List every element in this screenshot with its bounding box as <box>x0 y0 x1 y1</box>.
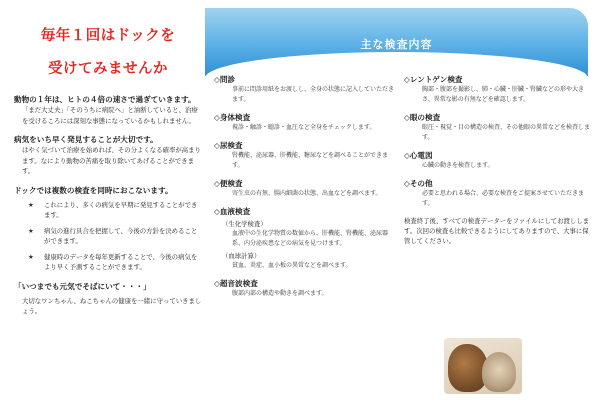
exam-desc: 心臓の動きを検査します。 <box>422 162 494 169</box>
exam-desc: 腎機能、泌尿器、肝機能、糖尿などを調べることができます。 <box>232 152 389 169</box>
section-aging-body: 「まだ大丈夫」「そのうちに病院へ」と油断していると、治療を受けるころには深刻な事態になっているかもしれません。 <box>22 106 198 125</box>
list-item-text: これにより、多くの病気を早期に発見することができます。 <box>44 200 198 219</box>
list-item-text: 病気の進行具合を把握して、今後の方針を決めることができます。 <box>44 226 198 245</box>
exam-desc: 貧血、炎症、血小板の異常などを調べます。 <box>232 262 352 269</box>
exam-desc: 寄生虫の有無、腸内細菌の状態、出血などを調べます。 <box>232 190 382 197</box>
banner-title: 主な検査内容 <box>360 38 433 51</box>
headline-line-1: 毎年１回はドックを <box>40 28 176 44</box>
exam-column-right <box>404 74 592 246</box>
closing-text: 大切なワンちゃん、ねこちゃんの健康を一緒に守っていきましょう。 <box>22 296 202 315</box>
exam-desc: 胸部・腹部を撮影し、肺・心臓・肝臓・腎臓などの形や大きさ、異常な影の有無などを確認します。 <box>422 86 585 103</box>
exam-column-middle <box>214 74 394 306</box>
section-dock-title: ドックでは複数の検査を同時におこないます。 <box>14 185 173 195</box>
section-dock <box>14 185 202 273</box>
star-icon: ★ <box>28 252 34 261</box>
exam-desc: 眼圧・視覚・目の構造の検査、その他眼の異常などを検査します。 <box>422 124 591 141</box>
intro-column <box>14 20 202 317</box>
exam-desc: 血液中の生化学物質の数値から、肝機能、腎機能、泌尿器系、内分泌疾患などの病気を見つけます。 <box>232 230 389 247</box>
exam-desc: 視診・触診・聴診・血圧など全身をチェックします。 <box>232 124 376 131</box>
exam-title: ◇超音波検査 <box>214 279 258 288</box>
exam-desc: 腹部内部の構造や動きを調べます。 <box>232 290 328 297</box>
exam-item-stool <box>214 178 394 199</box>
exam-item-eye <box>404 112 592 143</box>
exam-title: ◇その他 <box>404 179 433 188</box>
exam-title: ◇尿検査 <box>214 141 243 150</box>
exam-title: ◇血液検査 <box>214 207 251 216</box>
exam-title: ◇身体検査 <box>214 113 251 122</box>
exam-item-physical <box>214 112 394 133</box>
benefit-list <box>14 200 202 273</box>
exam-title: ◇眼の検査 <box>404 113 441 122</box>
dog-and-cat-photo <box>444 338 522 394</box>
section-early-detection-body: はやく気づいて治療を始めれば、その分よくなる確率が高まります。なにより動物の苦痛を取り除いてあげることができます。 <box>22 146 201 175</box>
exam-item-ultrasound <box>214 278 394 299</box>
star-icon: ★ <box>28 200 34 209</box>
exam-item-other <box>404 178 592 209</box>
exam-item-ecg <box>404 150 592 171</box>
exam-item-interview <box>214 74 394 105</box>
exam-title: ◇心電図 <box>404 151 433 160</box>
section-early-detection <box>14 134 202 177</box>
exam-desc: 必要と思われる場合、必要な検査をご提案させていただきます。 <box>422 190 585 207</box>
cat-image <box>482 352 516 392</box>
exam-item-xray <box>404 74 592 105</box>
list-item <box>28 226 202 247</box>
exam-desc: 事前に問診用紙をお渡しし、全身の状態に記入していただきます。 <box>232 86 395 103</box>
section-aging-title: 動物の１年は、ヒトの４倍の速さで過ぎていきます。 <box>14 95 196 104</box>
exam-title: ◇レントゲン検査 <box>404 75 463 84</box>
exam-item-urine <box>214 140 394 171</box>
exam-title: ◇問診 <box>214 75 236 84</box>
exam-sub-label: （血球計算） <box>222 252 261 260</box>
exam-item-blood <box>214 206 394 271</box>
list-item <box>28 200 202 221</box>
quote: 「いつまでも元気でそばにいて・・・」 <box>14 281 151 291</box>
exam-sub-label: （生化学検査） <box>222 220 267 228</box>
section-aging <box>14 94 202 126</box>
exam-title: ◇便検査 <box>214 179 243 188</box>
results-note: 検査終了後、すべての検査データーをファイルにしてお渡しします。次回の検査も比較できるようにしてありますので、大事に保管してください。 <box>404 217 590 245</box>
list-item <box>28 252 202 273</box>
star-icon: ★ <box>28 226 34 235</box>
list-item-text: 健康時のデータを毎年更新することで、今後の病気をより早く予測することができます。 <box>44 252 198 271</box>
headline-line-2: 受けてみませんか <box>48 61 168 77</box>
section-early-detection-title: 病気をいち早く発見することが大切です。 <box>14 135 158 144</box>
headline <box>14 20 202 86</box>
